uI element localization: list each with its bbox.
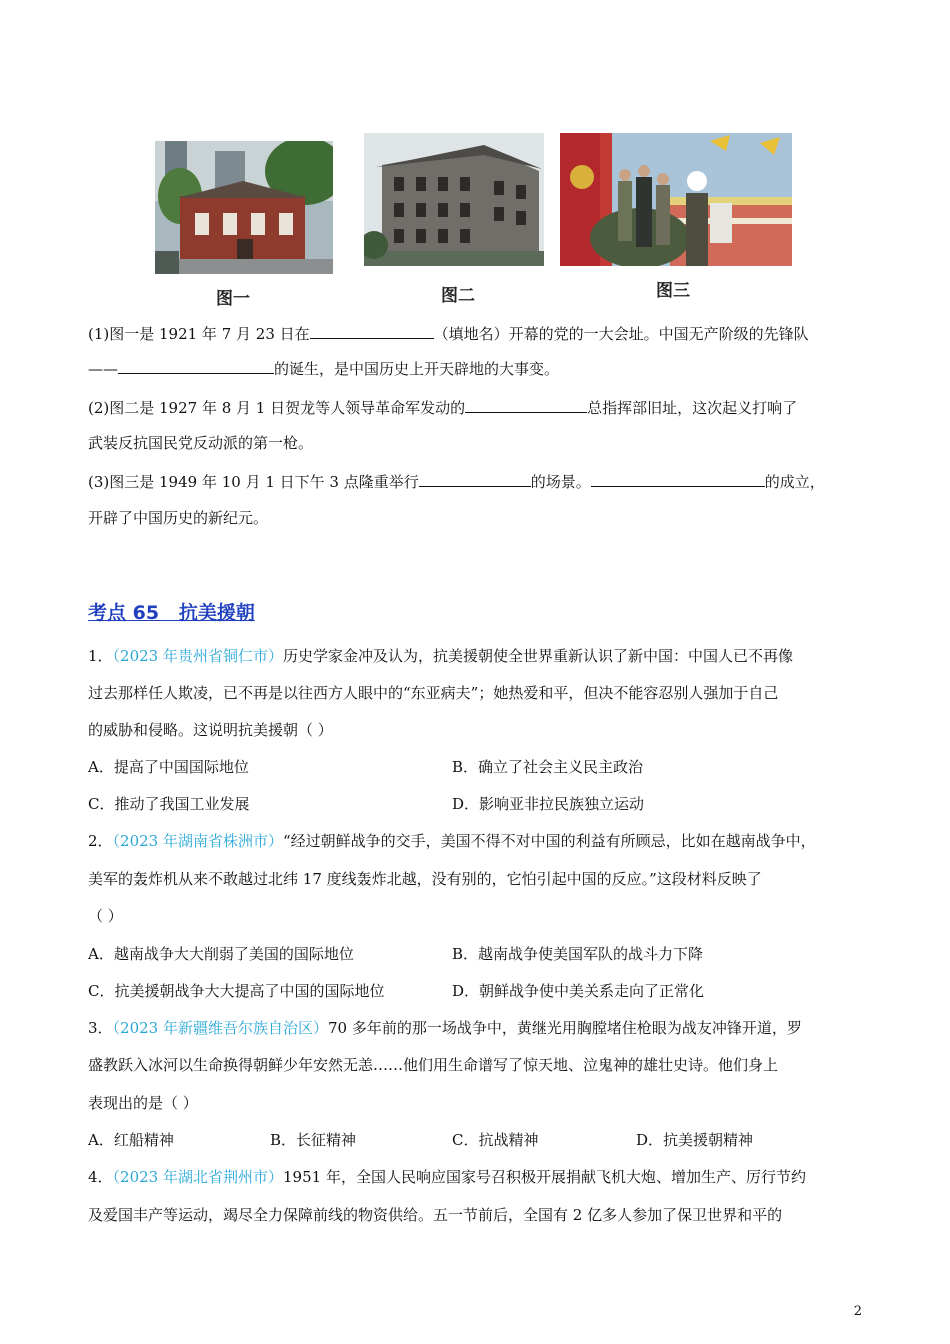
question-number: 3． xyxy=(88,1019,113,1037)
answer-blank[interactable] xyxy=(591,471,765,487)
question-1-line-3: 的威胁和侵略。这说明抗美援朝（ ） xyxy=(88,721,333,739)
text: (2)图二是 1927 年 8 月 1 日贺龙等人领导革命军发动的 xyxy=(88,399,466,417)
text: “经过朝鲜战争的交手，美国不得不对中国的利益有所顾忌，比如在越南战争中， xyxy=(283,832,816,850)
text: (3)图三是 1949 年 10 月 1 日下午 3 点隆重举行 xyxy=(88,473,419,491)
figure-2-caption: 图二 xyxy=(441,286,475,306)
figure-3-caption: 图三 xyxy=(656,281,690,301)
fill-question-2-line-1 xyxy=(88,397,797,418)
text: 的诞生，是中国历史上开天辟地的大事变。 xyxy=(274,360,560,378)
fill-question-1-line-2 xyxy=(88,358,559,379)
question-source: （2023 年湖北省荆州市） xyxy=(112,1168,283,1186)
question-3-option-a[interactable]: A．红船精神 xyxy=(88,1131,174,1149)
text: 1951 年，全国人民响应国家号召积极开展捐献飞机大炮、增加生产、厉行节约 xyxy=(283,1168,806,1186)
text: 的成立， xyxy=(764,473,825,491)
section-heading: 考点 65 抗美援朝 xyxy=(88,602,255,624)
question-4-line-2: 及爱国丰产等运动，竭尽全力保障前线的物资供给。五一节前后，全国有 2 亿多人参加了保卫世界和平的 xyxy=(88,1206,783,1224)
question-3-option-c[interactable]: C．抗战精神 xyxy=(452,1131,539,1149)
text: 总指挥部旧址，这次起义打响了 xyxy=(587,399,798,417)
figure-2-illustration xyxy=(364,133,544,266)
figure-3-photo xyxy=(560,133,792,266)
fill-question-1-line-1 xyxy=(88,323,809,344)
question-2-option-d[interactable]: D．朝鲜战争使中美关系走向了正常化 xyxy=(452,982,705,1000)
question-source: （2023 年贵州省铜仁市） xyxy=(112,647,283,665)
figure-1-caption: 图一 xyxy=(216,289,250,309)
text: —— xyxy=(88,360,118,378)
question-2-line-2: 美军的轰炸机从来不敢越过北纬 17 度线轰炸北越，没有别的，它怕引起中国的反应。”这段材料反映了 xyxy=(88,870,762,888)
question-1-option-d[interactable]: D．影响亚非拉民族独立运动 xyxy=(452,795,645,813)
text: (1)图一是 1921 年 7 月 23 日在 xyxy=(88,325,310,343)
figure-2-photo xyxy=(364,133,544,266)
question-2-option-a[interactable]: A．越南战争大大削弱了美国的国际地位 xyxy=(88,945,354,963)
question-3-option-d[interactable]: D．抗美援朝精神 xyxy=(636,1131,754,1149)
figure-3-illustration xyxy=(560,133,792,266)
question-1-option-b[interactable]: B．确立了社会主义民主政治 xyxy=(452,758,644,776)
answer-blank[interactable] xyxy=(310,323,434,339)
question-1-option-c[interactable]: C．推动了我国工业发展 xyxy=(88,795,250,813)
text: （填地名）开幕的党的一大会址。中国无产阶级的先锋队 xyxy=(433,325,809,343)
fill-question-2-line-2: 武装反抗国民党反动派的第一枪。 xyxy=(88,434,314,452)
question-2-option-b[interactable]: B．越南战争使美国军队的战斗力下降 xyxy=(452,945,704,963)
text: 历史学家金冲及认为，抗美援朝使全世界重新认识了新中国：中国人已不再像 xyxy=(283,647,794,665)
question-3-option-b[interactable]: B．长征精神 xyxy=(270,1131,357,1149)
question-2-option-c[interactable]: C．抗美援朝战争大大提高了中国的国际地位 xyxy=(88,982,385,1000)
figure-1-illustration xyxy=(155,141,333,274)
question-3-line-2: 盛教跃入冰河以生命换得朝鲜少年安然无恙……他们用生命谱写了惊天地、泣鬼神的雄壮史诗。他们身上 xyxy=(88,1056,779,1074)
figure-1-photo xyxy=(155,141,333,274)
question-1-line-2: 过去那样任人欺凌，已不再是以往西方人眼中的“东亚病夫”；她热爱和平，但决不能容忍别人强加于自己 xyxy=(88,684,779,702)
question-number: 1． xyxy=(88,647,113,665)
question-2-line-3: （ ） xyxy=(88,907,123,925)
question-2-line-1 xyxy=(88,831,816,851)
fill-question-3-line-1 xyxy=(88,471,825,492)
question-number: 4． xyxy=(88,1168,113,1186)
question-number: 2． xyxy=(88,832,113,850)
text: 的场景。 xyxy=(530,473,591,491)
answer-blank[interactable] xyxy=(465,397,587,413)
text: 70 多年前的那一场战争中，黄继光用胸膛堵住枪眼为战友冲锋开道，罗 xyxy=(328,1019,802,1037)
answer-blank[interactable] xyxy=(419,471,531,487)
answer-blank[interactable] xyxy=(118,358,274,374)
fill-question-3-line-2: 开辟了中国历史的新纪元。 xyxy=(88,509,269,527)
question-source: （2023 年新疆维吾尔族自治区） xyxy=(112,1019,328,1037)
page-number: 2 xyxy=(853,1304,862,1319)
question-3-line-3: 表现出的是（ ） xyxy=(88,1094,198,1112)
question-3-line-1 xyxy=(88,1018,802,1038)
question-1-line-1 xyxy=(88,646,793,666)
question-1-option-a[interactable]: A．提高了中国国际地位 xyxy=(88,758,249,776)
question-source: （2023 年湖南省株洲市） xyxy=(112,832,283,850)
question-4-line-1 xyxy=(88,1167,806,1187)
